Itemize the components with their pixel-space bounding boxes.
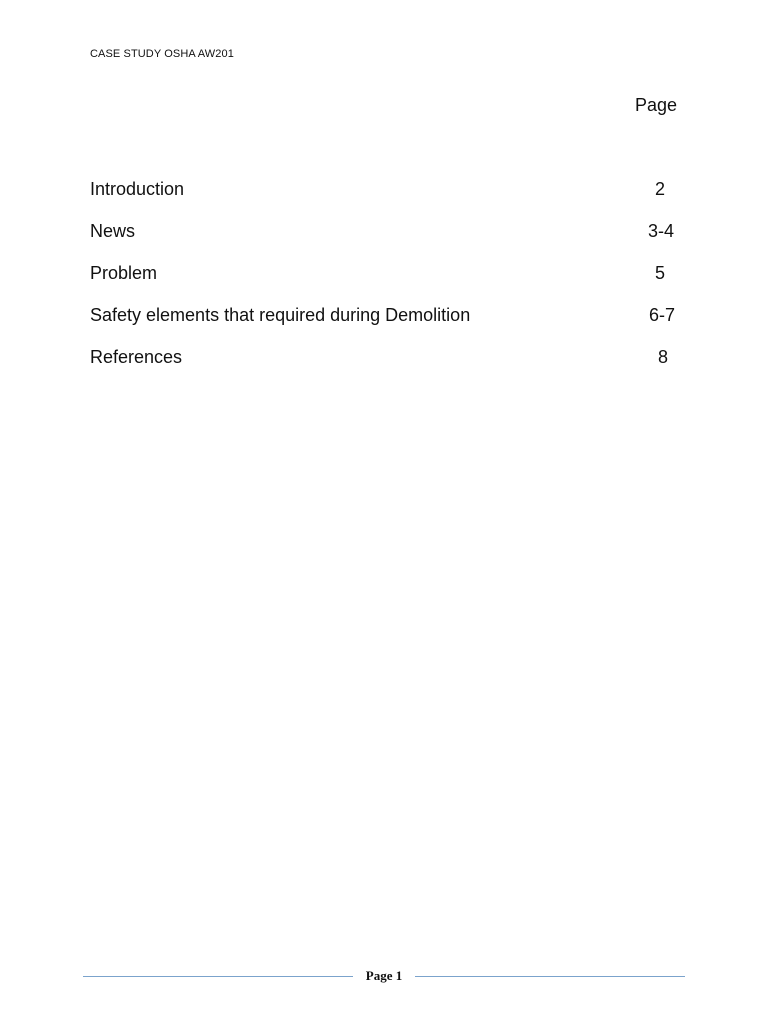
footer-rule-left: [83, 976, 353, 977]
toc-entry-page: 6-7: [649, 305, 676, 325]
toc-entry-title: References: [90, 347, 183, 367]
toc-entry-references: [90, 347, 678, 371]
toc-entry-page: 5: [655, 263, 666, 283]
footer-page-number: Page 1: [365, 968, 403, 983]
toc-entry-page: 8: [658, 347, 669, 367]
toc-entry-title: Introduction: [90, 179, 185, 199]
running-header: CASE STUDY OSHA AW201: [90, 48, 234, 60]
toc-entry-page: 3-4: [648, 221, 675, 241]
toc-entry-introduction: [90, 179, 678, 203]
toc-page-column-heading: Page: [634, 95, 677, 115]
toc-entry-safety-elements: [90, 305, 678, 329]
toc-entry-news: [90, 221, 678, 245]
toc-entry-problem: [90, 263, 678, 287]
toc-entry-page: 2: [655, 179, 666, 199]
toc-entry-title: Safety elements that required during Demolition: [90, 305, 471, 325]
footer-rule-right: [415, 976, 685, 977]
toc-entry-title: Problem: [90, 263, 158, 283]
toc-entry-title: News: [90, 221, 136, 241]
page-footer: [83, 966, 685, 988]
